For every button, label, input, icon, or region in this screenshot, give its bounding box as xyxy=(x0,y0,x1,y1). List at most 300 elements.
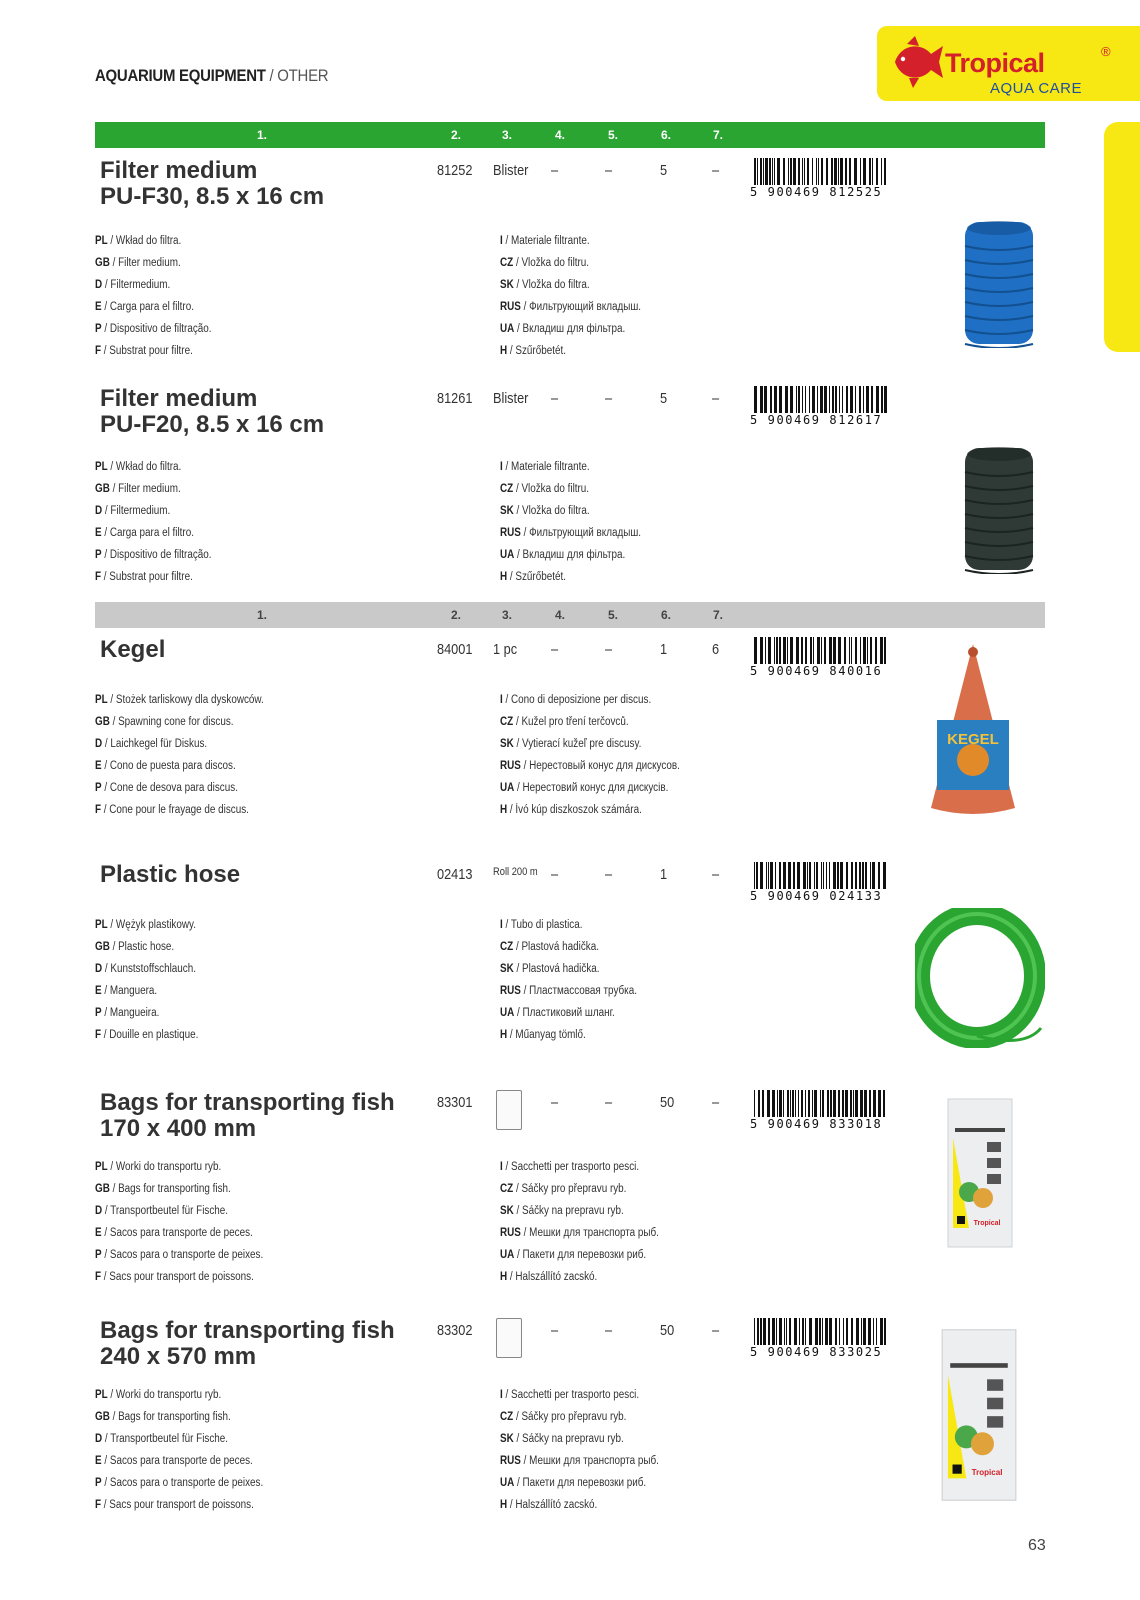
translation-row xyxy=(500,733,680,755)
barcode-bar xyxy=(861,1318,862,1345)
barcode-bar xyxy=(808,1090,810,1117)
translation-row xyxy=(500,1178,659,1200)
barcode-bar xyxy=(824,637,826,664)
language-code: SK xyxy=(500,279,514,291)
barcode-bar xyxy=(873,1090,876,1117)
barcode-bar xyxy=(788,862,791,889)
barcode-bar xyxy=(774,386,777,413)
translation-row xyxy=(500,1002,637,1024)
barcode-bar xyxy=(880,637,883,664)
translation-row xyxy=(95,755,264,777)
translation-row xyxy=(95,1384,263,1406)
translation-text: / Műanyag tömlő. xyxy=(507,1029,586,1041)
barcode-bar xyxy=(790,1090,791,1117)
translation-row xyxy=(95,544,212,566)
translations-left xyxy=(95,1384,291,1516)
barcode-bar xyxy=(825,1318,828,1345)
language-code: CZ xyxy=(500,257,514,269)
barcode-bar xyxy=(835,386,837,413)
translation-text: / Sáčky na prepravu ryb. xyxy=(513,1205,624,1217)
translation-text: / Sacos para o transporte de peixes. xyxy=(101,1477,264,1489)
col-header-6: 6. xyxy=(661,128,672,142)
plastic-hose-image xyxy=(915,908,1045,1048)
translation-row xyxy=(95,914,198,936)
barcode-bars xyxy=(750,637,890,667)
barcode-bar xyxy=(792,1090,794,1117)
translation-row xyxy=(95,1472,263,1494)
barcode-number: 5 900469 024133 xyxy=(750,889,890,903)
product-col5: – xyxy=(605,866,613,883)
language-code: SK xyxy=(500,1433,514,1445)
translation-text: / Plastová hadička. xyxy=(513,941,599,953)
barcode-bar xyxy=(838,158,839,185)
translation-text: / Substrat pour filtre. xyxy=(101,571,193,583)
translation-row xyxy=(500,500,641,522)
translation-text: / Sáčky na prepravu ryb. xyxy=(513,1433,624,1445)
barcode-bar xyxy=(815,1318,818,1345)
kegel-cone-image xyxy=(923,640,1023,820)
barcode-bar xyxy=(838,1090,840,1117)
translation-row xyxy=(95,1450,263,1472)
translation-row xyxy=(95,274,212,296)
barcode-bar xyxy=(851,862,853,889)
barcode-bar xyxy=(809,1318,812,1345)
barcode-bar xyxy=(762,1090,764,1117)
brand-tagline: AQUA CARE xyxy=(990,80,1083,97)
translation-row xyxy=(95,936,198,958)
translation-text: / Sáčky pro přepravu ryb. xyxy=(513,1411,627,1423)
barcode-bar xyxy=(827,1090,829,1117)
translation-text: / Dispositivo de filtração. xyxy=(101,323,212,335)
barcode-bar xyxy=(833,1090,836,1117)
barcode-bar xyxy=(868,1318,871,1345)
section-tab xyxy=(1104,122,1140,352)
col-header-2: 2. xyxy=(451,608,462,622)
translation-row xyxy=(500,1200,659,1222)
translation-row xyxy=(500,936,637,958)
product-name-line1: Kegel xyxy=(100,636,166,663)
barcode-bar xyxy=(819,1318,821,1348)
barcode-bar xyxy=(754,1090,755,1120)
translation-row xyxy=(95,456,212,478)
translation-row xyxy=(95,711,264,733)
barcode-bar xyxy=(754,386,757,416)
translation-row xyxy=(500,1222,659,1244)
col-header-7: 7. xyxy=(713,608,724,622)
translation-text: / Bags for transporting fish. xyxy=(109,1183,231,1195)
barcode-bar xyxy=(760,637,763,664)
barcode-bar xyxy=(833,862,836,889)
language-code: PL xyxy=(95,1161,108,1173)
section-title xyxy=(95,66,328,86)
language-code: H xyxy=(500,1029,508,1041)
translation-text: / Wężyk plastikowy. xyxy=(107,919,196,931)
column-header-bar xyxy=(95,602,1045,628)
language-code: SK xyxy=(500,738,514,750)
barcode-bar xyxy=(863,1318,866,1345)
col-header-5: 5. xyxy=(608,128,619,142)
barcode-bar xyxy=(849,158,851,185)
translation-text: / Мешки для транспорта рыб. xyxy=(520,1227,659,1239)
barcode-bar xyxy=(769,158,771,185)
language-code: RUS xyxy=(500,527,521,539)
barcode-bar xyxy=(770,862,773,889)
barcode-bar xyxy=(793,862,795,889)
barcode-bar xyxy=(850,386,853,413)
barcode-bar xyxy=(821,158,823,188)
barcode-bar xyxy=(859,862,861,889)
barcode-bar xyxy=(865,862,867,889)
translation-text: / Sacos para transporte de peces. xyxy=(101,1455,253,1467)
barcode-bar xyxy=(796,637,799,664)
product-pack: Blister xyxy=(493,162,529,179)
translation-row xyxy=(500,755,680,777)
language-code: E xyxy=(95,301,102,313)
bag-brand-label: Tropical xyxy=(973,1220,1001,1227)
barcode-bar xyxy=(876,158,878,185)
translation-row xyxy=(500,1024,637,1046)
language-code: I xyxy=(500,461,503,473)
barcode-bar xyxy=(854,158,857,185)
product-col6: 1 xyxy=(660,641,668,658)
product-col5: – xyxy=(605,162,613,179)
barcode-bar xyxy=(805,1090,806,1117)
translation-row xyxy=(500,711,680,733)
barcode-bars xyxy=(750,1090,890,1120)
translations-right xyxy=(500,914,659,1046)
product-col4: – xyxy=(551,866,559,883)
product-col4: – xyxy=(551,1094,559,1111)
translation-text: / Cono de puesta para discos. xyxy=(101,760,236,772)
product-col4: – xyxy=(551,390,559,407)
barcode-bar xyxy=(794,1318,797,1345)
barcode-bars xyxy=(750,1318,890,1348)
barcode-bar xyxy=(775,862,776,889)
translations-right xyxy=(500,1384,685,1516)
barcode-bar xyxy=(760,862,763,889)
translation-text: / Worki do transportu ryb. xyxy=(107,1161,222,1173)
language-code: GB xyxy=(95,941,110,953)
barcode-bar xyxy=(798,1090,799,1117)
barcode-bar xyxy=(883,1090,885,1120)
barcode-bar xyxy=(859,386,861,413)
product-col4: – xyxy=(551,162,559,179)
sponge-black-image xyxy=(963,444,1035,574)
product-name xyxy=(100,386,324,438)
translations-right xyxy=(500,1156,685,1288)
barcode-bar xyxy=(787,1090,789,1117)
product-name-line1: Bags for transporting fish xyxy=(100,1089,395,1116)
translations-right xyxy=(500,230,664,362)
barcode-bar xyxy=(756,862,758,892)
translation-text: / Mangueira. xyxy=(101,1007,160,1019)
barcode-bar xyxy=(779,386,782,413)
barcode-bar xyxy=(866,386,869,413)
col-header-4: 4. xyxy=(555,128,566,142)
translation-row xyxy=(95,689,264,711)
language-code: RUS xyxy=(500,1455,521,1467)
product-name-line2: 240 x 570 mm xyxy=(100,1343,257,1370)
barcode-bar xyxy=(803,862,806,889)
language-code: F xyxy=(95,1271,102,1283)
barcode-bar xyxy=(845,1090,848,1117)
barcode-bar xyxy=(796,386,797,413)
product-col5: – xyxy=(605,1094,613,1111)
barcode-bar xyxy=(812,158,813,185)
barcode-bar xyxy=(875,637,877,664)
barcode-bar xyxy=(873,1318,874,1345)
barcode-bar xyxy=(814,1090,817,1117)
language-code: CZ xyxy=(500,716,514,728)
barcode-bar xyxy=(869,1090,871,1117)
barcode xyxy=(750,1318,890,1358)
translation-text: / Ívó kúp diszkoszok számára. xyxy=(507,804,642,816)
barcode-bar xyxy=(843,1318,844,1345)
translation-row xyxy=(500,230,641,252)
column-header-bar xyxy=(95,122,1045,148)
translation-text: / Пакети для перевозки риб. xyxy=(514,1477,647,1489)
language-code: D xyxy=(95,1433,103,1445)
product-name xyxy=(100,862,240,888)
language-code: H xyxy=(500,1499,508,1511)
translation-row xyxy=(500,274,641,296)
translation-text: / Sáčky pro přepravu ryb. xyxy=(513,1183,627,1195)
translation-text: / Halszállító zacskó. xyxy=(507,1499,598,1511)
brand-name: Tropical xyxy=(945,48,1045,78)
product-col5: – xyxy=(605,1322,613,1339)
barcode-bar xyxy=(793,158,796,185)
language-code: E xyxy=(95,985,102,997)
language-code: E xyxy=(95,760,102,772)
translation-text: / Vytierací kužeľ pre discusy. xyxy=(513,738,642,750)
barcode-bar xyxy=(833,637,836,664)
col-header-1: 1. xyxy=(257,608,268,622)
language-code: P xyxy=(95,549,102,561)
barcode-bar xyxy=(826,158,828,185)
translation-row xyxy=(95,1178,263,1200)
translation-text: / Sacs pour transport de poissons. xyxy=(101,1271,254,1283)
language-code: CZ xyxy=(500,1183,514,1195)
barcode-bar xyxy=(835,1318,837,1345)
barcode-bar xyxy=(810,637,812,664)
translation-row xyxy=(500,1384,659,1406)
translation-text: / Filtermedium. xyxy=(102,505,171,517)
product-name-line2: 170 x 400 mm xyxy=(100,1115,257,1142)
barcode-bar xyxy=(872,158,873,185)
barcode-bar xyxy=(869,158,871,185)
language-code: GB xyxy=(95,1183,110,1195)
translation-text: / Materiale filtrante. xyxy=(502,461,590,473)
translation-text: / Vložka do filtru. xyxy=(513,257,590,269)
barcode-bar xyxy=(763,1318,766,1345)
translation-text: / Пластиковий шланг. xyxy=(514,1007,615,1019)
translation-text: / Cone de desova para discus. xyxy=(101,782,238,794)
barcode-bar xyxy=(816,862,818,889)
section-subtitle: OTHER xyxy=(277,66,329,85)
language-code: UA xyxy=(500,1477,515,1489)
translation-text: / Szűrőbetét. xyxy=(507,571,566,583)
translations-left xyxy=(95,689,291,821)
barcode-bar xyxy=(754,158,756,188)
translation-text: / Sacchetti per trasporto pesci. xyxy=(502,1389,640,1401)
language-code: GB xyxy=(95,1411,110,1423)
fish-logo-icon xyxy=(887,34,947,90)
barcode-bar xyxy=(798,386,800,413)
translation-row xyxy=(95,230,212,252)
barcode-bar xyxy=(795,1090,796,1117)
translation-text: / Kunststoffschlauch. xyxy=(102,963,196,975)
translations-left xyxy=(95,456,231,588)
barcode-bar xyxy=(876,1318,877,1345)
language-code: P xyxy=(95,1249,102,1261)
translation-text: / Sacs pour transport de poissons. xyxy=(101,1499,254,1511)
barcode-bar xyxy=(884,637,886,667)
translation-text: / Laichkegel für Diskus. xyxy=(102,738,208,750)
translation-row xyxy=(500,799,680,821)
barcode-bar xyxy=(774,158,775,185)
barcode-bar xyxy=(760,158,762,185)
barcode-bar xyxy=(863,158,866,185)
barcode-bar xyxy=(883,862,886,892)
translation-row xyxy=(95,1002,198,1024)
barcode-bar xyxy=(768,862,769,889)
translation-text: / Sacchetti per trasporto pesci. xyxy=(502,1161,640,1173)
barcode-bar xyxy=(768,637,771,664)
barcode-bar xyxy=(870,862,871,889)
barcode-bar xyxy=(814,862,815,889)
barcode-bar xyxy=(766,862,767,889)
translation-text: / Cono di deposizione per discus. xyxy=(502,694,652,706)
translation-row xyxy=(500,1406,659,1428)
translation-text: / Materiale filtrante. xyxy=(502,235,590,247)
barcode-bar xyxy=(864,1090,867,1117)
barcode-bar xyxy=(787,637,788,664)
barcode-bar xyxy=(821,862,822,892)
translation-text: / Carga para el filtro. xyxy=(101,301,194,313)
barcode-bar xyxy=(849,637,850,664)
transport-bag-large-image xyxy=(941,1326,1017,1504)
barcode-bar xyxy=(807,862,808,889)
language-code: F xyxy=(95,571,102,583)
barcode-bar xyxy=(809,862,811,889)
translation-row xyxy=(500,1428,659,1450)
language-code: CZ xyxy=(500,941,514,953)
translation-row xyxy=(95,1428,263,1450)
barcode-bar xyxy=(823,862,824,889)
barcode-bar xyxy=(812,1090,813,1117)
barcode-bar xyxy=(884,158,886,188)
product-col6: 50 xyxy=(660,1094,675,1111)
translation-row xyxy=(500,1472,659,1494)
language-code: F xyxy=(95,804,102,816)
barcode-number: 5 900469 833018 xyxy=(750,1117,890,1131)
barcode xyxy=(750,862,890,902)
translation-row xyxy=(500,544,641,566)
barcode-bar xyxy=(837,862,839,889)
barcode-bar xyxy=(785,386,788,413)
translation-text: / Vložka do filtru. xyxy=(513,483,590,495)
barcode-bar xyxy=(805,1318,806,1345)
barcode-bars xyxy=(750,158,890,188)
barcode-bar xyxy=(776,1318,777,1345)
language-code: CZ xyxy=(500,483,514,495)
barcode-bar xyxy=(802,158,803,185)
barcode-bar xyxy=(807,158,809,185)
barcode-bar xyxy=(880,1318,883,1345)
barcode-bar xyxy=(881,158,882,188)
translation-row xyxy=(500,1450,659,1472)
language-code: D xyxy=(95,279,103,291)
barcode-bar xyxy=(805,386,806,413)
product-col7: 6 xyxy=(712,641,720,658)
barcode-bar xyxy=(878,1090,881,1117)
language-code: SK xyxy=(500,1205,514,1217)
product-col6: 5 xyxy=(660,390,668,407)
barcode xyxy=(750,386,890,426)
product-col7: – xyxy=(712,390,720,407)
section-title-main: AQUARIUM EQUIPMENT xyxy=(95,66,266,85)
barcode xyxy=(750,1090,890,1130)
barcode-bar xyxy=(799,1318,800,1345)
translation-text: / Нерестовий конус для дискусів. xyxy=(514,782,669,794)
barcode-bar xyxy=(768,1318,770,1345)
product-code: 81261 xyxy=(437,390,473,407)
language-code: UA xyxy=(500,549,515,561)
barcode-bar xyxy=(839,1318,840,1345)
translation-text: / Filtermedium. xyxy=(102,279,171,291)
barcode-bar xyxy=(821,637,822,667)
translation-row xyxy=(500,456,641,478)
language-code: PL xyxy=(95,694,108,706)
product-name-line2: PU-F20, 8.5 x 16 cm xyxy=(100,411,325,438)
barcode-bar xyxy=(813,637,814,664)
translation-row xyxy=(500,340,641,362)
translation-row xyxy=(95,1222,263,1244)
translation-text: / Пакети для перевозки риб. xyxy=(514,1249,647,1261)
barcode-bar xyxy=(831,158,833,185)
barcode-bar xyxy=(822,1090,824,1117)
col-header-5: 5. xyxy=(608,608,619,622)
translation-text: / Filter medium. xyxy=(109,483,181,495)
translation-row xyxy=(500,1244,659,1266)
translation-row xyxy=(95,799,264,821)
language-code: I xyxy=(500,694,503,706)
translation-text: / Transportbeutel für Fische. xyxy=(102,1433,229,1445)
product-name-line1: Bags for transporting fish xyxy=(100,1317,395,1344)
barcode-bar xyxy=(772,1090,775,1117)
barcode-bar xyxy=(846,1318,848,1345)
barcode-number: 5 900469 833025 xyxy=(750,1345,890,1359)
product-col7: – xyxy=(712,866,720,883)
brand-logo xyxy=(877,26,1140,101)
translation-row xyxy=(95,340,212,362)
barcode-bar xyxy=(797,862,800,889)
barcode-bar xyxy=(856,1318,859,1345)
product-pack: Blister xyxy=(493,390,529,407)
product-name xyxy=(100,158,324,210)
barcode-bar xyxy=(812,386,815,413)
barcode-bar xyxy=(884,386,887,416)
barcode-bar xyxy=(774,637,775,664)
barcode-bar xyxy=(770,386,772,413)
language-code: UA xyxy=(500,1007,515,1019)
product-col4: – xyxy=(551,1322,559,1339)
product-col5: – xyxy=(605,390,613,407)
barcode-bar xyxy=(817,386,818,416)
translation-row xyxy=(95,522,212,544)
bag-icon xyxy=(496,1090,522,1130)
translation-text: / Plastová hadička. xyxy=(513,963,600,975)
